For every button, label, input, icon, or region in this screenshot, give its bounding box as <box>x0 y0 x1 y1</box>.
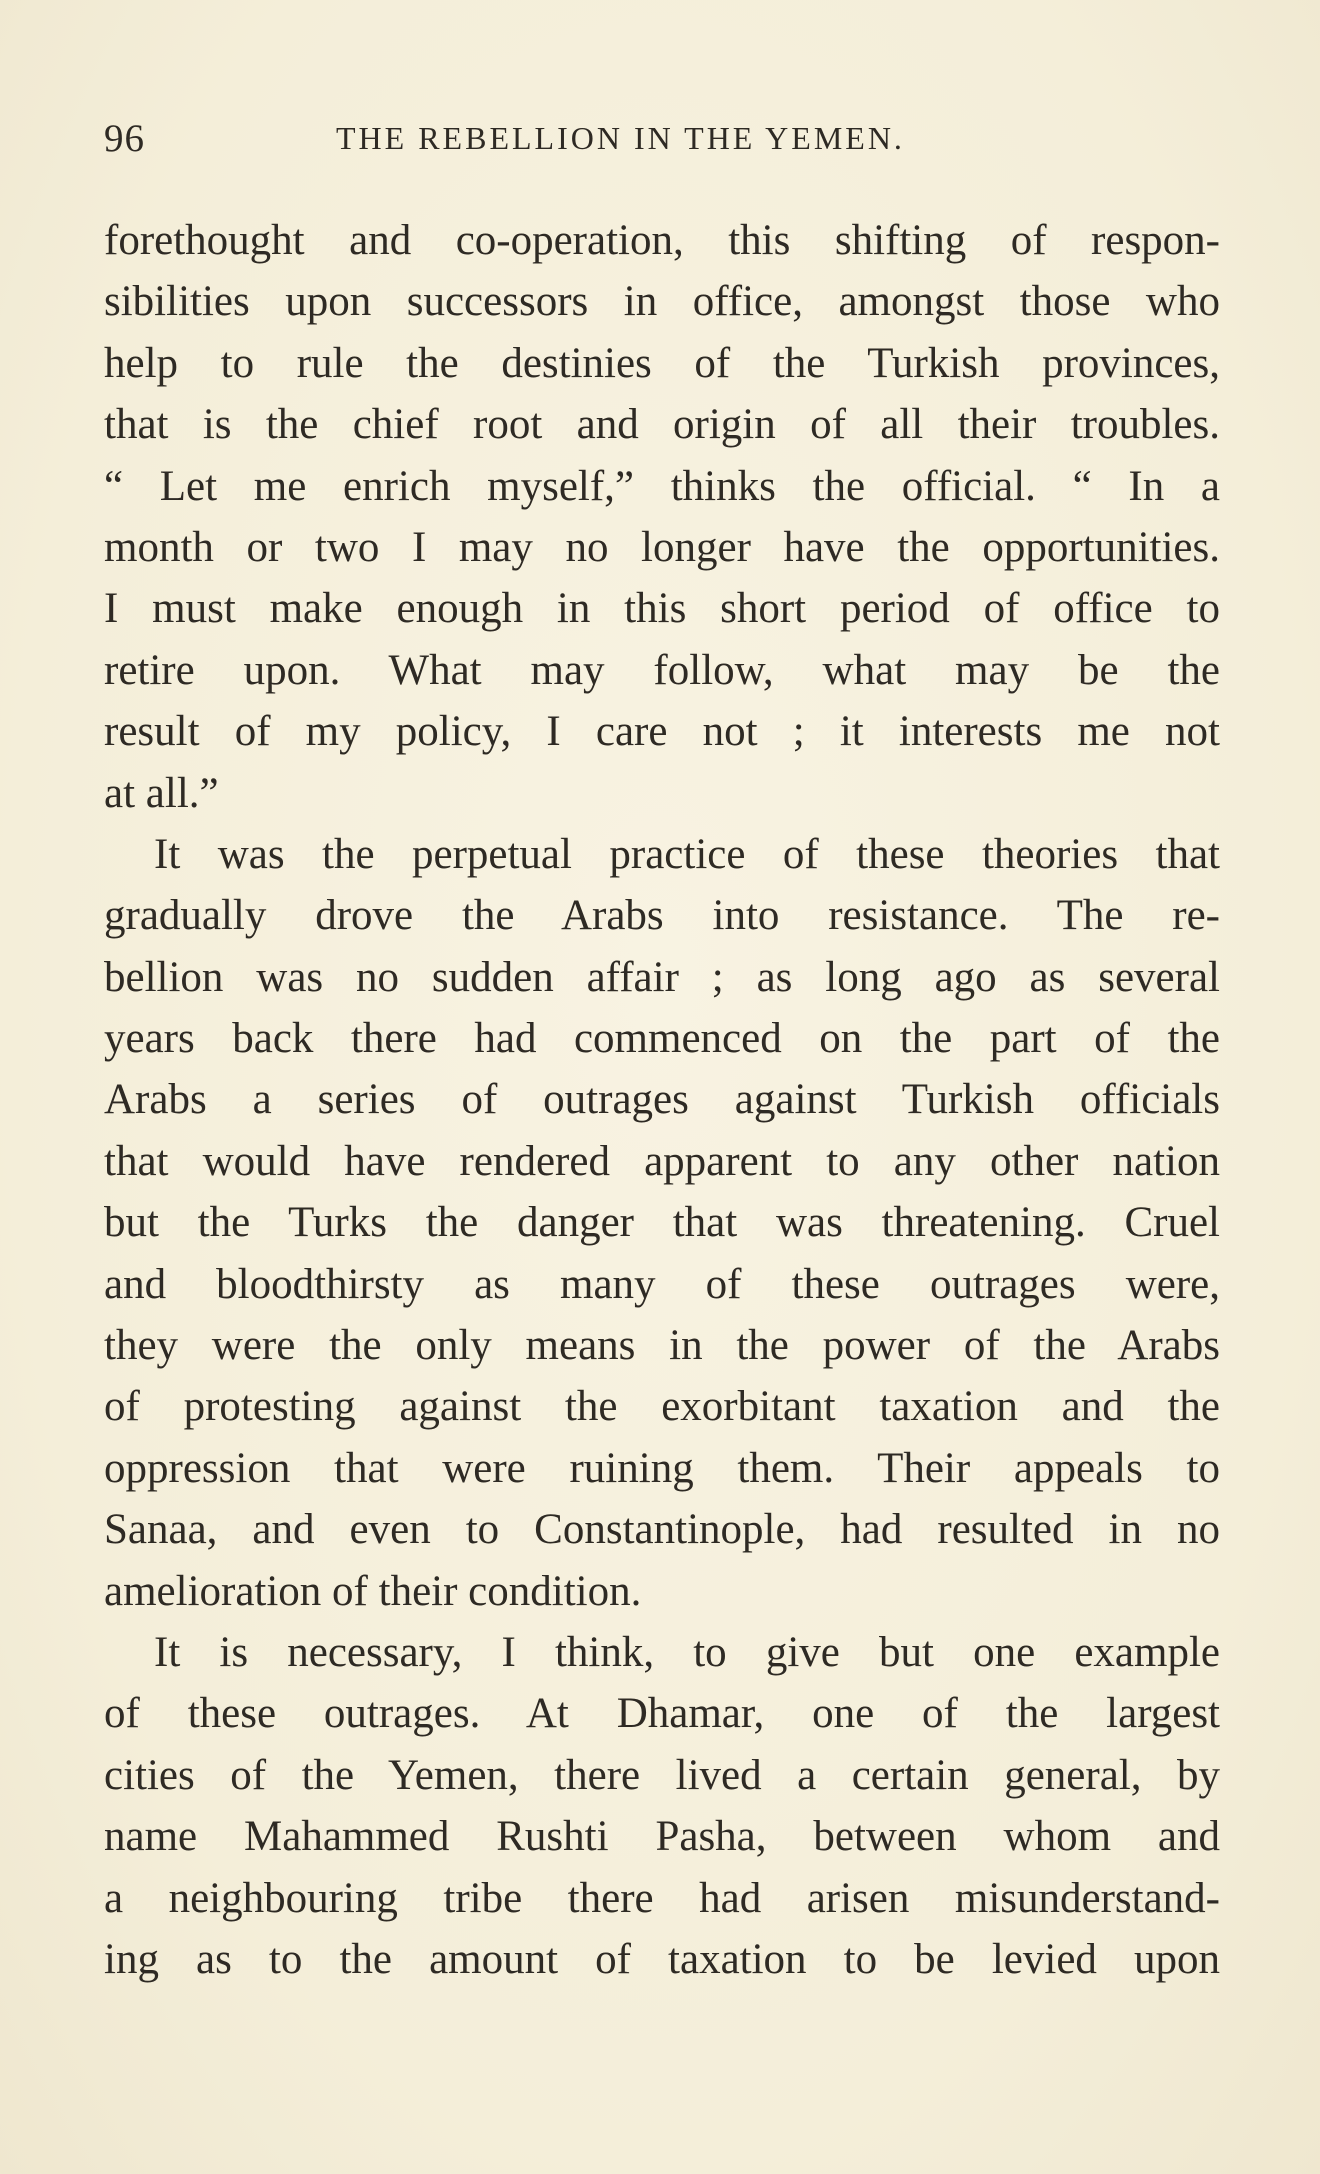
text-line: a neighbouring tribe there had arisen misunderstand- <box>104 1874 1220 1922</box>
text-line: that would have rendered apparent to any other nation <box>104 1137 1220 1185</box>
text-line: cities of the Yemen, there lived a certain general, by <box>104 1751 1220 1799</box>
text-line: ing as to the amount of taxation to be levied upon <box>104 1935 1220 1983</box>
text-line: forethought and co-operation, this shifting of respon- <box>104 217 1220 264</box>
text-line: help to rule the destinies of the Turkish provinces, <box>104 339 1220 387</box>
text-line: retire upon. What may follow, what may be the <box>104 646 1220 694</box>
text-line: name Mahammed Rushti Pasha, between whom and <box>104 1813 1220 1861</box>
text-line: at all.” <box>104 769 219 817</box>
text-line: of these outrages. At Dhamar, one of the largest <box>104 1690 1220 1738</box>
text-line: of protesting against the exorbitant taxation and the <box>104 1383 1220 1431</box>
text-line: It was the perpetual practice of these theories that <box>154 830 1220 878</box>
running-title: THE REBELLION IN THE YEMEN. <box>336 120 905 156</box>
running-head <box>104 116 1220 166</box>
text-line: It is necessary, I think, to give but one example <box>154 1628 1220 1676</box>
text-line: bellion was no sudden affair ; as long ago as several <box>104 953 1220 1001</box>
text-line: month or two I may no longer have the opportunities. <box>104 523 1220 571</box>
text-line: amelioration of their condition. <box>104 1567 642 1615</box>
body-text <box>104 210 1220 1990</box>
text-line: oppression that were ruining them. Their appeals to <box>104 1444 1220 1492</box>
page-number: 96 <box>104 117 145 160</box>
text-line: I must make enough in this short period of office to <box>104 585 1220 633</box>
text-line: Arabs a series of outrages against Turkish officials <box>104 1076 1220 1124</box>
text-line: that is the chief root and origin of all their troubles. <box>104 401 1220 449</box>
text-line: result of my policy, I care not ; it interests me not <box>104 708 1220 756</box>
text-line: gradually drove the Arabs into resistance. The re- <box>104 892 1220 940</box>
text-line: sibilities upon successors in office, amongst those who <box>104 278 1220 326</box>
text-line: years back there had commenced on the part of the <box>104 1015 1220 1063</box>
text-line: but the Turks the danger that was threatening. Cruel <box>104 1199 1220 1247</box>
text-line: “ Let me enrich myself,” thinks the official. “ In a <box>104 462 1220 510</box>
text-line: Sanaa, and even to Constantinople, had resulted in no <box>104 1506 1220 1554</box>
text-line: and bloodthirsty as many of these outrages were, <box>104 1260 1220 1308</box>
text-line: they were the only means in the power of the Arabs <box>104 1322 1220 1370</box>
